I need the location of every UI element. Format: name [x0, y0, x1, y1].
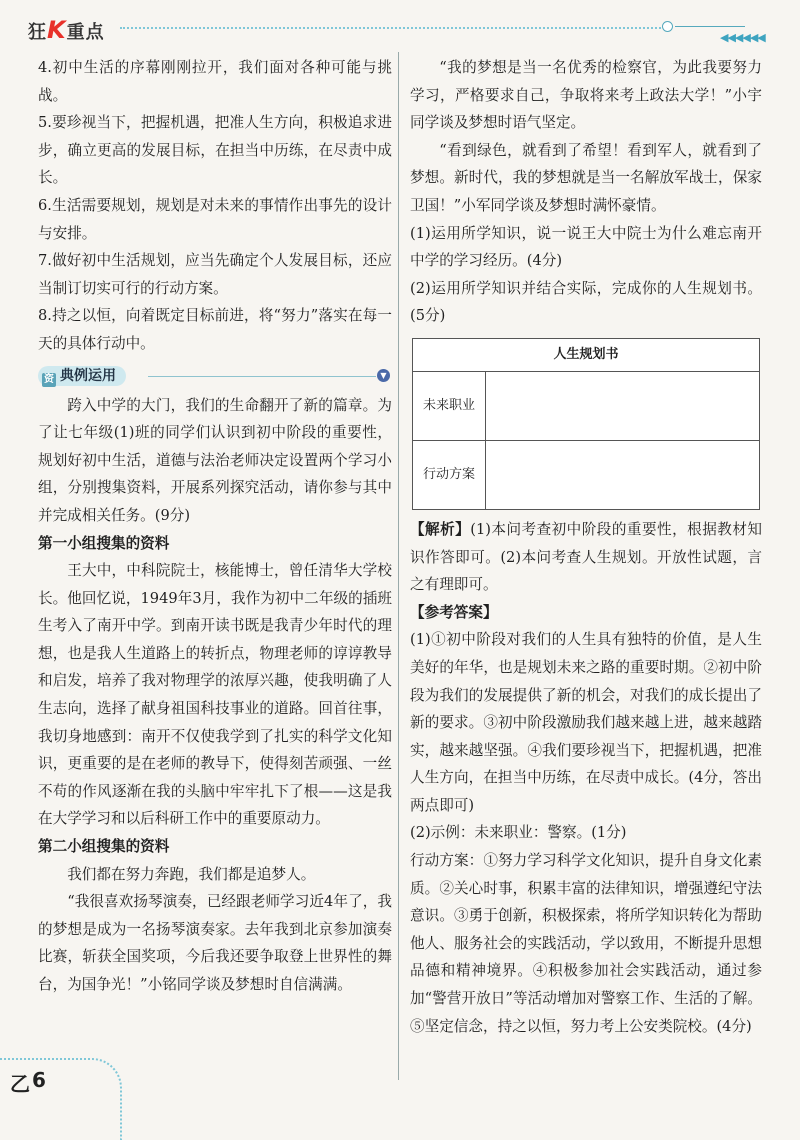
life-plan-title: 人生规划书 [413, 338, 760, 371]
group2-text: “我很喜欢扬琴演奏，已经跟老师学习近4年了，我的梦想是成为一名扬琴演奏家。去年我到北京参加演奏比赛，斩获全国奖项，今后我还要争取登上世界性的舞台，为国争光！”小铭同学谈及梦想时自信满满。 [38, 893, 392, 993]
quote-xiaojun: “看到绿色，就看到了希望！看到军人，就看到了梦想。新时代，我的梦想就是当一名解放军战士，保家卫国！”小军同学谈及梦想时满怀豪情。 [410, 141, 762, 214]
question-2: (2)运用所学知识并结合实际，完成你的人生规划书。(5分) [410, 279, 762, 325]
action-plan-cell[interactable] [486, 440, 760, 509]
future-career-cell[interactable] [486, 371, 760, 440]
chevron-down-icon: ▼ [377, 369, 390, 382]
answer-2a: (2)示例：未来职业：警察。(1分) [410, 824, 627, 842]
section-rule [148, 376, 376, 377]
key-point-6: 6.生活需要规划，规划是对未来的事情作出事先的设计与安排。 [38, 196, 392, 242]
answer-1: (1)①初中阶段对我们的人生具有独特的价值，是人生美好的年华，也是规划未来之路的重要时期。②初中阶段为我们的发展提供了新的机会，对我们的成长提出了新的要求。③初中阶段激励我们越来越上进，越来越踏实，越来越坚强。④我们要珍视当下，把握机遇，把准人生方向，在担当中历练，在尽责中成长。(4分，答出两点即可) [410, 631, 762, 814]
key-point-7: 7.做好初中生活规划，应当先确定个人发展目标，还应当制订切实可行的行动方案。 [38, 252, 392, 297]
header-circle-ornament [662, 21, 673, 32]
page-footer [0, 1058, 130, 1138]
right-column [410, 54, 762, 1040]
quote-xiaoyu: “我的梦想是当一名优秀的检察官，为此我要努力学习，严格要求自己，争取将来考上政法大学！”小宇同学谈及梦想时语气坚定。 [410, 59, 762, 132]
action-plan-label: 行动方案 [413, 440, 486, 509]
future-career-label: 未来职业 [413, 371, 486, 440]
group1-title: 第一小组搜集的资料 [38, 534, 170, 552]
header-line [675, 26, 745, 27]
key-point-8: 8.持之以恒，向着既定目标前进，将“努力”落实在每一天的具体行动中。 [38, 307, 392, 352]
section-title: 典例运用 [60, 367, 116, 384]
analysis-text: (1)本问考查初中阶段的重要性，根据教材知识作答即可。(2)本问考查人生规划。开放性试题，言之有理即可。 [410, 520, 762, 594]
analysis [410, 516, 762, 599]
header-arrows-icon: ◀◀◀◀◀◀ [720, 31, 765, 44]
life-plan-table [412, 338, 760, 510]
group2-title: 第二小组搜集的资料 [38, 838, 170, 856]
question-1: (1)运用所学知识，说一说王大中院士为什么难忘南开中学的学习经历。(4分) [410, 224, 762, 270]
brand-logo: 狂K重点 [28, 16, 105, 44]
key-point-5: 5.要珍视当下，把握机遇，把准人生方向，积极追求进步，确立更高的发展目标，在担当中历练，在尽责中成长。 [38, 114, 392, 187]
key-point-4: 4.初中生活的序幕刚刚拉开，我们面对各种可能与挑战。 [38, 59, 392, 104]
answer-2b: 行动方案：①努力学习科学文化知识，提升自身文化素质。②关心时事，积累丰富的法律知识，增强遵纪守法意识。③勇于创新，积极探索，将所学知识转化为帮助他人、服务社会的实践活动，学以致用，不断提升思想品德和精神境界。④积极参加社会实践活动，通过参加“警营开放日”等活动增加对警察工作、生活的了解。⑤坚定信念，持之以恒，努力考上公安类院校。(4分) [410, 852, 762, 1035]
column-divider [398, 52, 399, 1080]
group1-text: 王大中，中科院院士，核能博士，曾任清华大学校长。他回忆说，1949年3月，我作为初中二年级的插班生考入了南开中学。到南开读书既是我青少年时代的理想，也是我人生道路上的转折点，物理老师的谆谆教导和启发，培养了我对物理学的浓厚兴趣，使我明确了人生志向，选择了献身祖国科技事业的道路。回首往事，我切身地感到：南开不仅使我学到了扎实的科学文化知识，更重要的是在老师的教导下，使得刻苦顽强、一丝不苟的作风逐渐在我的头脑中牢牢扎下了根——这是我在大学学习和以后科研工作中的重要原动力。 [38, 562, 392, 828]
header-dotted-rule [120, 27, 665, 29]
section-icon: 资 [44, 373, 54, 385]
left-column [38, 54, 392, 999]
analysis-tag: 【解析】 [410, 520, 471, 538]
page-number: 6 [32, 1068, 46, 1092]
page-header [0, 0, 800, 50]
group2-lead: 我们都在努力奔跑，我们都是追梦人。 [67, 865, 316, 883]
footer-mark-icon: 乙 [10, 1072, 30, 1096]
section-header-example [38, 364, 392, 388]
answer-tag: 【参考答案】 [410, 603, 498, 621]
section-tag [38, 366, 126, 386]
example-intro: 跨入中学的大门，我们的生命翻开了新的篇章。为了让七年级(1)班的同学们认识到初中阶段的重要性，规划好初中生活，道德与法治老师决定设置两个学习小组，分别搜集资料，开展系列探究活动，请你参与其中并完成相关任务。(9分) [38, 396, 392, 524]
